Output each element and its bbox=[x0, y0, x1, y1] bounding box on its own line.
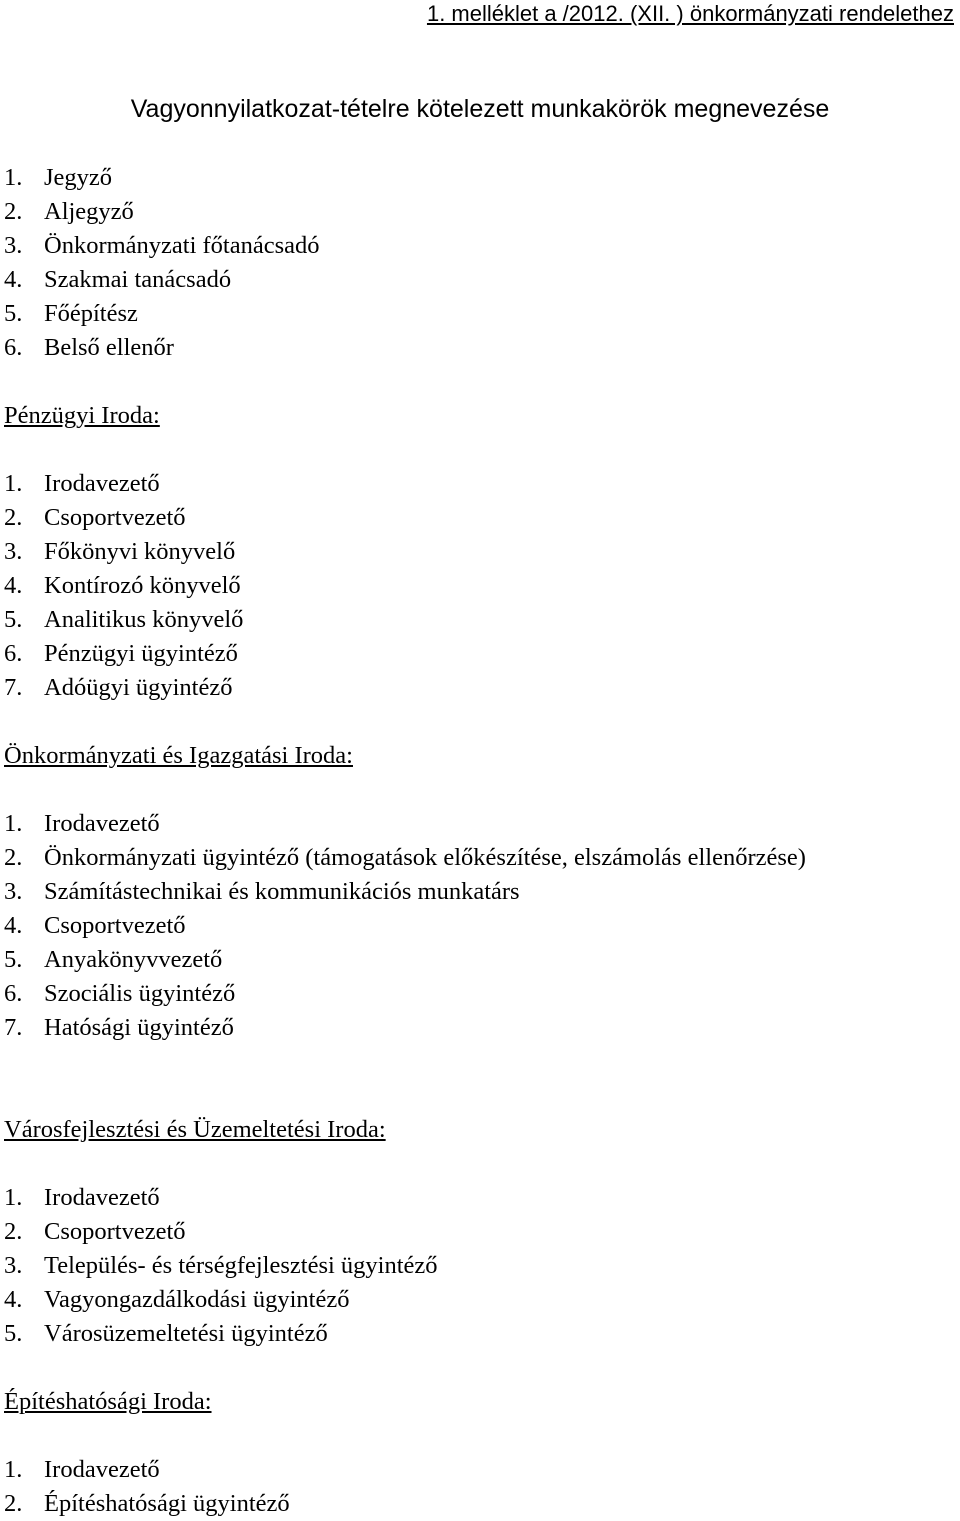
list-item bbox=[4, 807, 956, 841]
section-positions-list bbox=[4, 1453, 956, 1521]
item-number: 7. bbox=[4, 674, 23, 701]
item-label: Irodavezető bbox=[44, 810, 160, 837]
list-item bbox=[4, 841, 956, 875]
list-item bbox=[4, 331, 956, 365]
item-label: Szakmai tanácsadó bbox=[44, 266, 232, 293]
list-item bbox=[4, 161, 956, 195]
section-spacer bbox=[4, 1419, 956, 1453]
list-item bbox=[4, 229, 956, 263]
item-label: Városüzemeltetési ügyintéző bbox=[44, 1320, 328, 1347]
item-number: 2. bbox=[4, 198, 23, 225]
section-administration-office bbox=[4, 739, 956, 1045]
item-label: Önkormányzati ügyintéző (támogatások előkészítése, elszámolás ellenőrzése) bbox=[44, 844, 806, 871]
item-label: Belső ellenőr bbox=[44, 334, 174, 361]
section-positions-list bbox=[4, 467, 956, 705]
list-item bbox=[4, 501, 956, 535]
list-item bbox=[4, 263, 956, 297]
item-label: Főkönyvi könyvelő bbox=[44, 538, 236, 565]
list-item bbox=[4, 297, 956, 331]
list-item bbox=[4, 1249, 956, 1283]
item-label: Építéshatósági ügyintéző bbox=[44, 1490, 290, 1517]
list-item bbox=[4, 603, 956, 637]
item-label: Számítástechnikai és kommunikációs munkatárs bbox=[44, 878, 520, 905]
section-positions-list bbox=[4, 807, 956, 1045]
list-item bbox=[4, 1317, 956, 1351]
item-label: Irodavezető bbox=[44, 1456, 160, 1483]
item-number: 6. bbox=[4, 980, 23, 1007]
section-urban-development-office bbox=[4, 1113, 956, 1351]
item-label: Csoportvezető bbox=[44, 504, 186, 531]
list-item bbox=[4, 943, 956, 977]
section-heading: Városfejlesztési és Üzemeltetési Iroda: bbox=[4, 1116, 386, 1143]
list-item bbox=[4, 1453, 956, 1487]
list-item bbox=[4, 535, 956, 569]
item-number: 2. bbox=[4, 504, 23, 531]
list-item bbox=[4, 1181, 956, 1215]
item-number: 3. bbox=[4, 1252, 23, 1279]
list-item bbox=[4, 1283, 956, 1317]
item-label: Szociális ügyintéző bbox=[44, 980, 236, 1007]
item-number: 2. bbox=[4, 1490, 23, 1517]
document-title: Vagyonnyilatkozat-tételre kötelezett munkakörök megnevezése bbox=[130, 95, 830, 123]
section-financial-office bbox=[4, 399, 956, 705]
item-label: Csoportvezető bbox=[44, 1218, 186, 1245]
list-item bbox=[4, 1011, 956, 1045]
list-item bbox=[4, 467, 956, 501]
section-building-authority-office bbox=[4, 1385, 956, 1521]
item-number: 3. bbox=[4, 232, 23, 259]
list-item bbox=[4, 569, 956, 603]
item-number: 5. bbox=[4, 946, 23, 973]
item-number: 3. bbox=[4, 538, 23, 565]
general-positions-list bbox=[4, 161, 956, 365]
item-label: Jegyző bbox=[44, 164, 113, 191]
item-label: Analitikus könyvelő bbox=[44, 606, 244, 633]
item-number: 6. bbox=[4, 640, 23, 667]
section-heading: Építéshatósági Iroda: bbox=[4, 1388, 212, 1415]
list-item bbox=[4, 637, 956, 671]
item-label: Kontírozó könyvelő bbox=[44, 572, 241, 599]
item-label: Vagyongazdálkodási ügyintéző bbox=[44, 1286, 350, 1313]
list-item bbox=[4, 875, 956, 909]
list-item bbox=[4, 671, 956, 705]
item-label: Irodavezető bbox=[44, 470, 160, 497]
item-number: 5. bbox=[4, 300, 23, 327]
item-number: 4. bbox=[4, 266, 23, 293]
item-number: 1. bbox=[4, 164, 23, 191]
item-number: 5. bbox=[4, 606, 23, 633]
item-label: Hatósági ügyintéző bbox=[44, 1014, 234, 1041]
item-number: 1. bbox=[4, 470, 23, 497]
item-number: 4. bbox=[4, 1286, 23, 1313]
section-spacer bbox=[4, 773, 956, 807]
section-positions-list bbox=[4, 1181, 956, 1351]
item-label: Pénzügyi ügyintéző bbox=[44, 640, 238, 667]
general-positions-block bbox=[4, 161, 956, 365]
item-number: 1. bbox=[4, 1184, 23, 1211]
section-spacer bbox=[4, 433, 956, 467]
item-label: Adóügyi ügyintéző bbox=[44, 674, 233, 701]
section-spacer bbox=[4, 1147, 956, 1181]
list-item bbox=[4, 195, 956, 229]
item-number: 1. bbox=[4, 810, 23, 837]
annex-header: 1. melléklet a /2012. (XII. ) önkormányzati rendelethez bbox=[426, 1, 954, 26]
item-number: 2. bbox=[4, 844, 23, 871]
item-label: Anyakönyvvezető bbox=[44, 946, 223, 973]
list-item bbox=[4, 909, 956, 943]
list-item bbox=[4, 1215, 956, 1249]
item-label: Irodavezető bbox=[44, 1184, 160, 1211]
item-number: 3. bbox=[4, 878, 23, 905]
item-label: Csoportvezető bbox=[44, 912, 186, 939]
item-number: 4. bbox=[4, 572, 23, 599]
item-number: 6. bbox=[4, 334, 23, 361]
item-number: 2. bbox=[4, 1218, 23, 1245]
list-item bbox=[4, 977, 956, 1011]
item-number: 4. bbox=[4, 912, 23, 939]
item-number: 1. bbox=[4, 1456, 23, 1483]
item-label: Település- és térségfejlesztési ügyintéző bbox=[44, 1252, 438, 1279]
item-label: Aljegyző bbox=[44, 198, 134, 225]
list-item bbox=[4, 1487, 956, 1521]
section-heading: Önkormányzati és Igazgatási Iroda: bbox=[4, 742, 353, 769]
item-number: 5. bbox=[4, 1320, 23, 1347]
section-heading: Pénzügyi Iroda: bbox=[4, 402, 160, 429]
item-number: 7. bbox=[4, 1014, 23, 1041]
item-label: Önkormányzati főtanácsadó bbox=[44, 232, 320, 259]
item-label: Főépítész bbox=[44, 300, 138, 327]
